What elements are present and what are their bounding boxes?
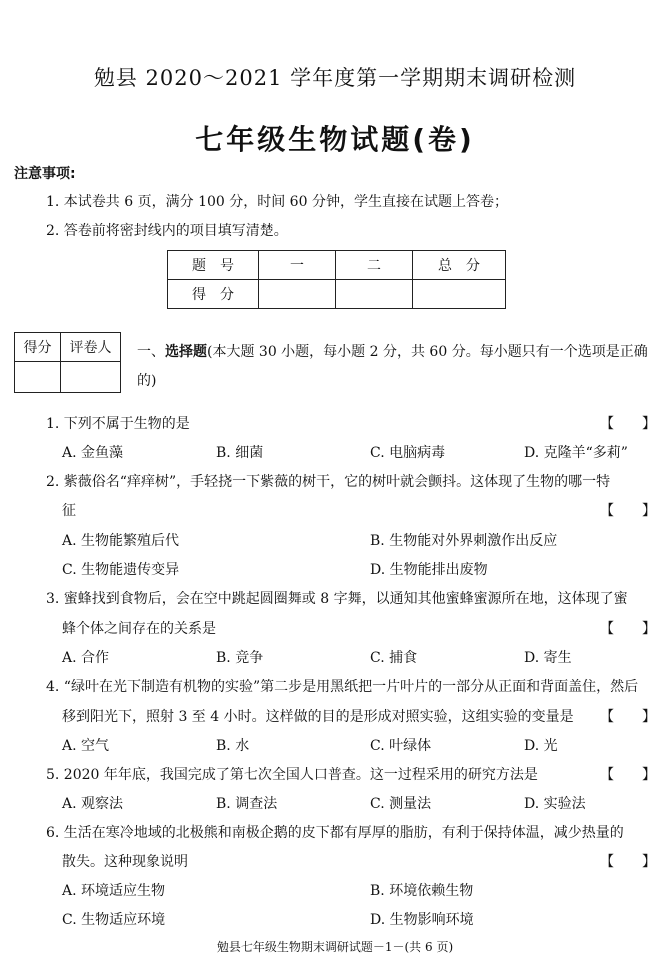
- option-c: C. 电脑病毒: [370, 445, 446, 461]
- option-b: B. 细菌: [216, 445, 264, 461]
- score-table-header: 一: [259, 251, 336, 280]
- option-c: C. 测量法: [370, 796, 432, 812]
- grader-name-cell[interactable]: [61, 362, 121, 393]
- answer-bracket[interactable]: 【 】: [600, 621, 656, 637]
- answer-bracket[interactable]: 【 】: [600, 503, 656, 519]
- option-d: D. 生物能排出废物: [370, 562, 488, 578]
- grader-name-label: 评卷人: [61, 333, 121, 362]
- question-6-cont: 散失。这种现象说明: [62, 854, 188, 870]
- option-c: C. 生物能遗传变异: [62, 562, 180, 578]
- option-c: C. 叶绿体: [370, 738, 432, 754]
- question-5: 5. 2020 年年底，我国完成了第七次全国人口普查。这一过程采用的研究方法是: [46, 767, 538, 783]
- option-d: D. 光: [524, 738, 558, 754]
- question-1: 1. 下列不属于生物的是: [46, 416, 190, 432]
- option-b: B. 环境依赖生物: [370, 883, 474, 899]
- option-a: A. 观察法: [62, 796, 124, 812]
- option-c: C. 捕食: [370, 650, 418, 666]
- option-d: D. 实验法: [524, 796, 586, 812]
- score-row-label: 得 分: [168, 280, 259, 309]
- option-a: A. 合作: [62, 650, 110, 666]
- answer-bracket[interactable]: 【 】: [600, 767, 656, 783]
- page-footer: 勉县七年级生物期末调研试题－1－(共 6 页): [216, 940, 454, 954]
- option-b: B. 调查法: [216, 796, 278, 812]
- option-d: D. 克隆羊“多莉”: [524, 445, 628, 461]
- grader-score-label: 得分: [15, 333, 61, 362]
- section-instructions-cont: 的): [137, 373, 157, 389]
- option-a: A. 金鱼藻: [62, 445, 124, 461]
- score-cell[interactable]: [259, 280, 336, 309]
- score-cell[interactable]: [336, 280, 413, 309]
- section-heading: [137, 341, 648, 361]
- notice-item: 1. 本试卷共 6 页，满分 100 分，时间 60 分钟，学生直接在试题上答卷；: [46, 194, 508, 210]
- score-table-header: 总 分: [413, 251, 506, 280]
- option-d: D. 生物影响环境: [370, 912, 474, 928]
- answer-bracket[interactable]: 【 】: [600, 416, 656, 432]
- section-number: 一、: [137, 344, 165, 360]
- answer-bracket[interactable]: 【 】: [600, 709, 656, 725]
- option-a: A. 空气: [62, 738, 110, 754]
- question-2-cont: 征: [62, 503, 76, 519]
- question-6: 6. 生活在寒冷地域的北极熊和南极企鹅的皮下都有厚厚的脂肪，有利于保持体温，减少热量的: [46, 825, 624, 841]
- question-4: 4. “绿叶在光下制造有机物的实验”第二步是用黑纸把一片叶片的一部分从正面和背面盖住，然后: [46, 679, 639, 695]
- exam-header: 勉县 2020～2021 学年度第一学期期末调研检测: [93, 66, 577, 90]
- question-3: 3. 蜜蜂找到食物后，会在空中跳起圆圈舞或 8 字舞，以通知其他蜜蜂蜜源所在地，这体现了蜜: [46, 591, 628, 607]
- exam-title: 七年级生物试题(卷): [195, 123, 475, 156]
- section-instructions: (本大题 30 小题，每小题 2 分，共 60 分。每小题只有一个选项是正确: [207, 344, 648, 360]
- section-label: 选择题: [165, 344, 207, 360]
- score-table: [167, 250, 506, 309]
- question-2: 2. 紫薇俗名“痒痒树”，手轻挠一下紫薇的树干，它的树叶就会颤抖。这体现了生物的哪一特: [46, 474, 611, 490]
- score-cell[interactable]: [413, 280, 506, 309]
- option-a: A. 环境适应生物: [62, 883, 166, 899]
- grader-score-cell[interactable]: [15, 362, 61, 393]
- score-table-header: 二: [336, 251, 413, 280]
- answer-bracket[interactable]: 【 】: [600, 854, 656, 870]
- score-table-header: 题 号: [168, 251, 259, 280]
- question-4-cont: 移到阳光下，照射 3 至 4 小时。这样做的目的是形成对照实验，这组实验的变量是: [62, 709, 574, 725]
- option-a: A. 生物能繁殖后代: [62, 533, 180, 549]
- notice-title: 注意事项:: [14, 166, 76, 182]
- grader-table: [14, 332, 121, 393]
- option-b: B. 生物能对外界刺激作出反应: [370, 533, 558, 549]
- option-d: D. 寄生: [524, 650, 572, 666]
- option-b: B. 水: [216, 738, 250, 754]
- option-b: B. 竞争: [216, 650, 264, 666]
- notice-item: 2. 答卷前将密封线内的项目填写清楚。: [46, 223, 288, 239]
- option-c: C. 生物适应环境: [62, 912, 166, 928]
- question-3-cont: 蜂个体之间存在的关系是: [62, 621, 216, 637]
